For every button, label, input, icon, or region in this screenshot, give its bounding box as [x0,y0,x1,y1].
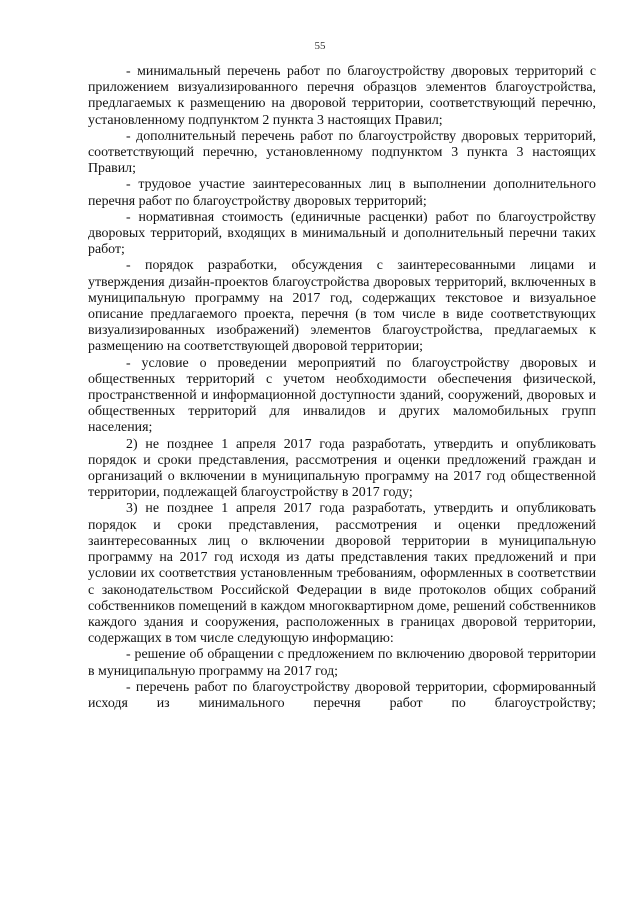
paragraph-normative-cost: - нормативная стоимость (единичные расценки) работ по благоустройству дворовых территорий, входящих в минимальный и дополнительный перечни таких работ; [88,209,596,258]
paragraph-courtyard-territory-proposals: 3) не позднее 1 апреля 2017 года разработать, утвердить и опубликовать порядок и сроки представления, рассмотрения и оценки предложений заинтересованных лиц о включении дворовой территории в муниципальную программу на 2017 год исходя из даты представления таких предложений и при условии их соответствия установленным требованиям, оформленных в соответствии с законодательством Российской Федерации в виде протоколов общих собраний собственников помещений в каждом многоквартирном доме, решений собственников каждого здания и сооружения, расположенных в границах дворовой территории, содержащих в том числе следующую информацию: [88,501,596,647]
paragraph-labor-participation: - трудовое участие заинтересованных лиц в выполнении дополнительного перечня работ по благоустройству дворовых территорий; [88,177,596,209]
paragraph-accessibility-condition: - условие о проведении мероприятий по благоустройству дворовых и общественных территорий с учетом необходимости обеспечения физической, пространственной и информационной доступности зданий, сооружений, дворовых и общественных территорий для инвалидов и других маломобильных групп населения; [88,355,596,436]
paragraph-design-projects-procedure: - порядок разработки, обсуждения с заинтересованными лицами и утверждения дизайн-проектов благоустройства дворовых территорий, включенных в муниципальную программу на 2017 год, содержащих текстовое и визуальное описание предлагаемого проекта, перечня (в том числе в виде соответствующих визуализированных изображений) элементов благоустройства, предлагаемых к размещению на соответствующей дворовой территории; [88,258,596,355]
paragraph-works-list-formed: - перечень работ по благоустройству дворовой территории, сформированный исходя из минимального перечня работ по благоустройству; [88,679,596,711]
paragraph-public-territory-proposals: 2) не позднее 1 апреля 2017 года разработать, утвердить и опубликовать порядок и сроки представления, рассмотрения и оценки предложений граждан и организаций о включении в муниципальную программу на 2017 год общественной территории, подлежащей благоустройству в 2017 году; [88,436,596,501]
paragraph-additional-works-list: - дополнительный перечень работ по благоустройству дворовых территорий, соответствующий перечню, установленному подпунктом 3 пункта 3 настоящих Правил; [88,128,596,177]
page-number: 55 [314,40,326,52]
paragraph-minimal-works-list: - минимальный перечень работ по благоустройству дворовых территорий с приложением визуализированного перечня образцов элементов благоустройства, предлагаемых к размещению на дворовой территории, соответствующий перечню, установленному подпунктом 2 пункта 3 настоящих Правил; [88,64,596,128]
paragraph-inclusion-decision: - решение об обращении с предложением по включению дворовой территории в муниципальную программу на 2017 год; [88,647,596,679]
document-body [88,64,596,712]
